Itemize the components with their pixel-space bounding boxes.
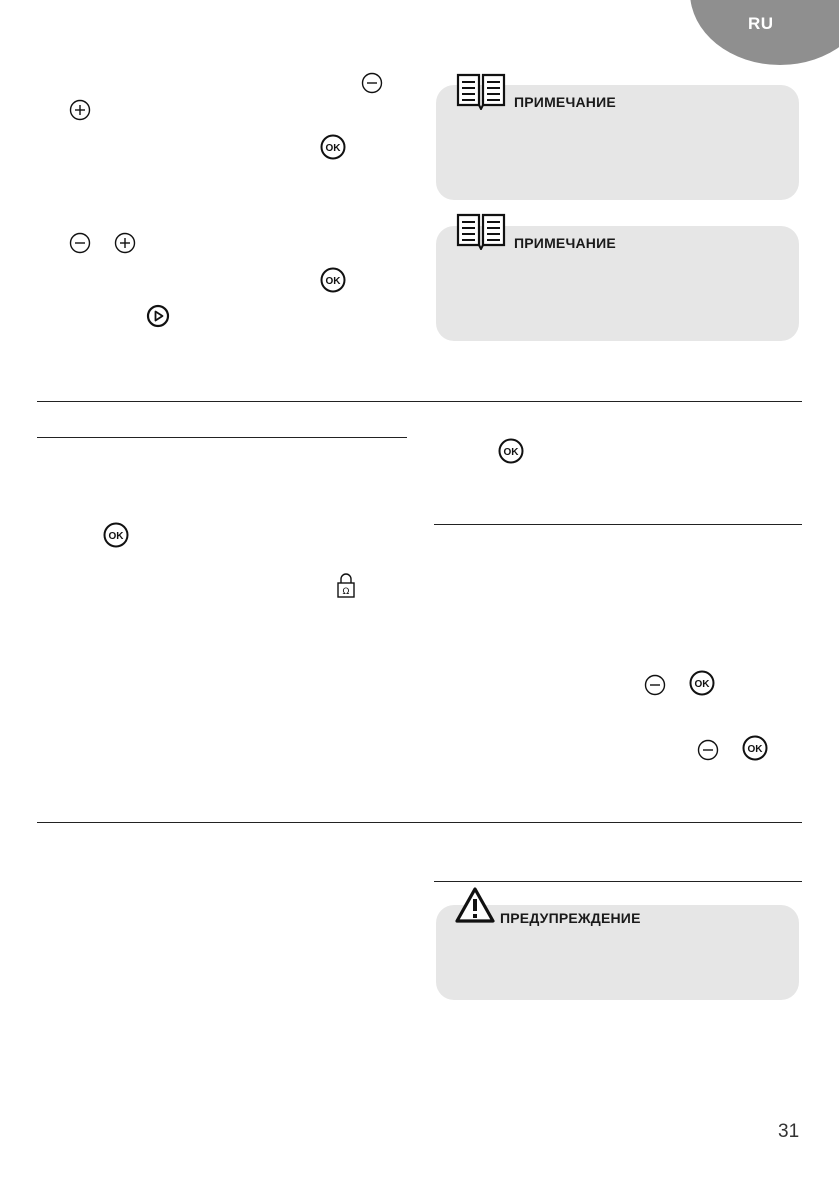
subsection-divider (434, 524, 802, 525)
ok-button-icon (689, 670, 715, 696)
subsection-divider (37, 437, 407, 438)
subsection-divider (434, 881, 802, 882)
ok-button-icon (320, 267, 346, 293)
section-divider (37, 822, 802, 823)
page-number: 31 (778, 1121, 800, 1142)
ok-label: OK (747, 744, 763, 755)
plus-icon (114, 232, 136, 254)
ok-button-icon (498, 438, 524, 464)
lock-symbol: Ω (342, 587, 350, 597)
section-divider (37, 401, 802, 402)
minus-icon (644, 674, 666, 696)
child-lock-icon (336, 572, 356, 599)
plus-icon (69, 99, 91, 121)
book-icon (455, 72, 507, 110)
warning-title: ПРЕДУПРЕЖДЕНИЕ (500, 910, 641, 926)
ok-label: OK (694, 679, 710, 690)
minus-icon (69, 232, 91, 254)
ok-label: OK (325, 276, 341, 287)
ok-label: OK (503, 447, 519, 458)
language-label: RU (748, 14, 774, 33)
play-icon (146, 304, 170, 328)
ok-label: OK (325, 143, 341, 154)
minus-icon (361, 72, 383, 94)
ok-button-icon (103, 522, 129, 548)
ok-button-icon (320, 134, 346, 160)
ok-button-icon (742, 735, 768, 761)
warning-triangle-icon (454, 886, 496, 924)
ok-label: OK (108, 531, 124, 542)
book-icon (455, 212, 507, 250)
note-title: ПРИМЕЧАНИЕ (514, 94, 616, 110)
minus-icon (697, 739, 719, 761)
note-title: ПРИМЕЧАНИЕ (514, 235, 616, 251)
